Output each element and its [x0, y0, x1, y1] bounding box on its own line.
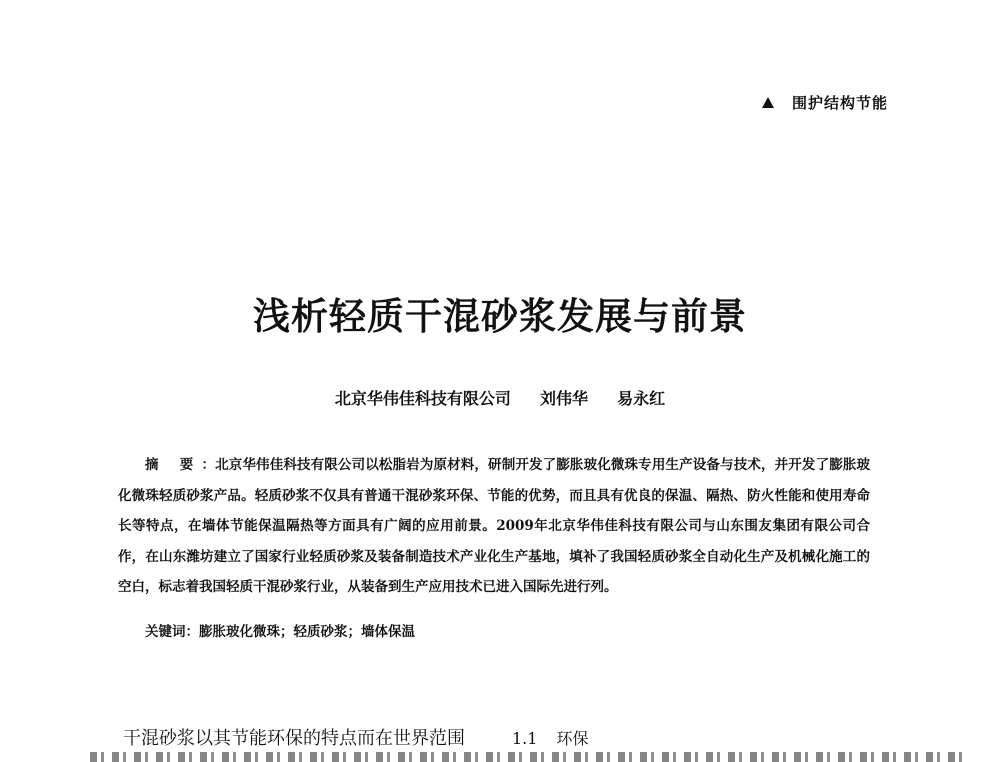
cutoff-text-line: [90, 752, 970, 762]
section-title: 环保: [556, 729, 589, 748]
organization: 北京华伟佳科技有限公司: [334, 389, 511, 408]
author-1: 刘伟华: [539, 389, 588, 408]
paper-title: 浅析轻质干混砂浆发展与前景: [253, 294, 747, 338]
body-text-start: 干混砂浆以其节能环保的特点而在世界范围: [123, 728, 465, 749]
abstract-text: 北京华伟佳科技有限公司以松脂岩为原材料，研制开发了膨胀玻化微珠专用生产设备与技术，并开发了膨胀玻化微珠轻质砂浆产品。轻质砂浆不仅具有普通干混砂浆环保、节能的优势，而且具有优良的保温、隔热、防火性能和使用寿命长等特点，在墙体节能保温隔热等方面具有广阔的应用前景。2009年北京华伟佳科技有限公司与山东围友集团有限公司合作，在山东潍坊建立了国家行业轻质砂浆及装备制造技术产业化生产基地，填补了我国轻质砂浆全自动化生产及机械化施工的空白，标志着我国轻质干混砂浆行业，从装备到生产应用技术已进入国际先进行列。: [118, 457, 871, 595]
keywords-text: 膨胀玻化微珠；轻质砂浆；墙体保温: [199, 624, 415, 640]
section-number: 1.1: [512, 729, 538, 748]
section-heading: [512, 726, 589, 749]
keywords: 关键词：膨胀玻化微珠；轻质砂浆；墙体保温: [145, 624, 415, 640]
section-label: 围护结构节能: [792, 94, 889, 112]
triangle-icon: [762, 97, 774, 108]
abstract-label: 摘 要: [145, 457, 202, 473]
author-2: 易永红: [617, 389, 666, 408]
author-line: [0, 386, 1000, 409]
journal-section-header: [762, 92, 888, 113]
keywords-label: 关键词: [145, 624, 186, 640]
abstract: 摘 要：北京华伟佳科技有限公司以松脂岩为原材料，研制开发了膨胀玻化微珠专用生产设备与技术，并开发了膨胀玻化微珠轻质砂浆产品。轻质砂浆不仅具有普通干混砂浆环保、节能的优势，而且具有优良的保温、隔热、防火性能和使用寿命长等特点，在墙体节能保温隔热等方面具有广阔的应用前景。2009年北京华伟佳科技有限公司与山东围友集团有限公司合作，在山东潍坊建立了国家行业轻质砂浆及装备制造技术产业化生产基地，填补了我国轻质砂浆全自动化生产及机械化施工的空白，标志着我国轻质干混砂浆行业，从装备到生产应用技术已进入国际先进行列。: [118, 457, 871, 595]
